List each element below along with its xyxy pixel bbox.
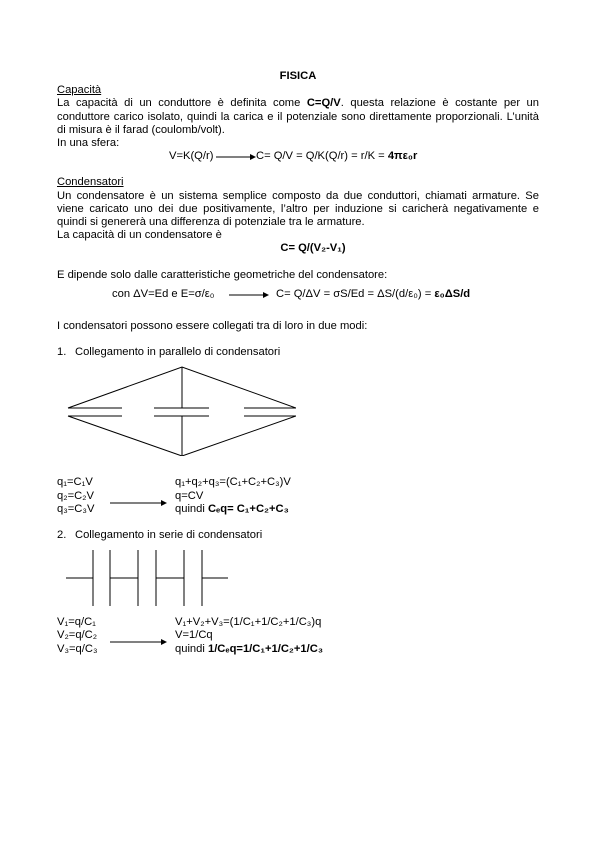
series-left-eq: V₃=q/C₃ xyxy=(57,642,98,655)
list-number: 1. xyxy=(57,346,67,359)
result-prefix: quindi xyxy=(175,502,208,515)
right-arrow-icon xyxy=(110,498,167,508)
series-right-eq: V=1/Cq xyxy=(175,629,213,642)
parallel-circuit-diagram xyxy=(66,364,296,456)
series-eq-row-1 xyxy=(57,616,539,629)
parallel-result xyxy=(175,503,289,516)
series-eq-row-2 xyxy=(57,629,539,642)
parallel-right-eq: q=CV xyxy=(175,489,204,502)
section-heading-capacita: Capacità xyxy=(57,84,102,97)
geometric-intro: E dipende solo dalle caratteristiche geometriche del condensatore: xyxy=(57,268,388,281)
geo-result: ε₀ΔS/d xyxy=(434,287,471,300)
collegamenti-intro: I condensatori possono essere collegati tra di loro in due modi: xyxy=(57,320,368,333)
sphere-right xyxy=(256,150,417,163)
list-item-parallelo xyxy=(57,346,539,359)
list-heading: Collegamento in serie di condensatori xyxy=(75,528,263,541)
capacita-text-a: La capacità di un conduttore è definita come xyxy=(57,97,307,110)
document-page xyxy=(57,70,539,656)
page-title: FISICA xyxy=(279,70,317,82)
sphere-left: V=K(Q/r) xyxy=(169,150,214,163)
geo-left: con ΔV=Ed e E=σ/ε₀ xyxy=(112,287,215,300)
series-circuit-diagram xyxy=(66,548,246,610)
condensatori-paragraph: Un condensatore è un sistema semplice composto da due conduttori, chiamati armature. Se viene caricato uno dei due positivamente, l’altro per induzione si caricherà negativamente e quindi si genererà una differenza di potenziale tra le armature. xyxy=(57,189,539,229)
geometric-formula-row xyxy=(57,288,539,301)
capacita-formula: C=Q/V xyxy=(306,97,341,110)
section-heading-condensatori: Condensatori xyxy=(57,176,124,189)
series-result xyxy=(175,643,323,656)
parallel-eq-row-1 xyxy=(57,476,539,489)
list-item-serie xyxy=(57,529,539,542)
sphere-right-text: C= Q/V = Q/K(Q/r) = r/K = xyxy=(256,150,388,163)
series-eq-row-3 xyxy=(57,643,539,656)
capacita-paragraph xyxy=(57,97,539,137)
right-arrow-icon xyxy=(229,290,269,300)
right-arrow-icon xyxy=(216,152,256,162)
parallel-left-eq: q₁=C₁V xyxy=(57,476,93,489)
series-left-eq: V₂=q/C₂ xyxy=(57,629,98,642)
result-prefix: quindi xyxy=(175,642,208,655)
list-heading: Collegamento in parallelo di condensatori xyxy=(75,346,281,359)
capacita-condensatore-formula xyxy=(57,242,539,255)
series-right-eq: V₁+V₂+V₃=(1/C₁+1/C₂+1/C₃)q xyxy=(175,616,322,629)
result-bold: Cₑq= C₁+C₂+C₃ xyxy=(207,502,289,515)
parallel-left-eq: q₃=C₃V xyxy=(57,502,95,515)
formula-bold: C= Q/(V₂-V₁) xyxy=(280,242,346,255)
parallel-left-eq: q₂=C₂V xyxy=(57,489,94,502)
list-number: 2. xyxy=(57,528,67,541)
series-left-eq: V₁=q/C₁ xyxy=(57,616,96,629)
sphere-result: 4πε₀r xyxy=(387,150,418,163)
sphere-formula-row xyxy=(57,150,539,163)
sphere-intro: In una sfera: xyxy=(57,137,120,150)
capacita-text-c: . questa relazione è costante per un conduttore carico isolato, quindi la carica e il potenziale sono direttamente proporzionali. L’unità di misura è il farad (coulomb/volt). xyxy=(57,97,539,136)
geo-right xyxy=(276,288,470,301)
parallel-right-eq: q₁+q₂+q₃=(C₁+C₂+C₃)V xyxy=(175,476,291,489)
parallel-eq-row-3 xyxy=(57,503,539,516)
geo-right-text: C= Q/ΔV = σS/Ed = ΔS/(d/ε₀) = xyxy=(276,287,435,300)
result-bold: 1/Cₑq=1/C₁+1/C₂+1/C₃ xyxy=(207,642,324,655)
capacita-condensatore-intro: La capacità di un condensatore è xyxy=(57,229,222,242)
